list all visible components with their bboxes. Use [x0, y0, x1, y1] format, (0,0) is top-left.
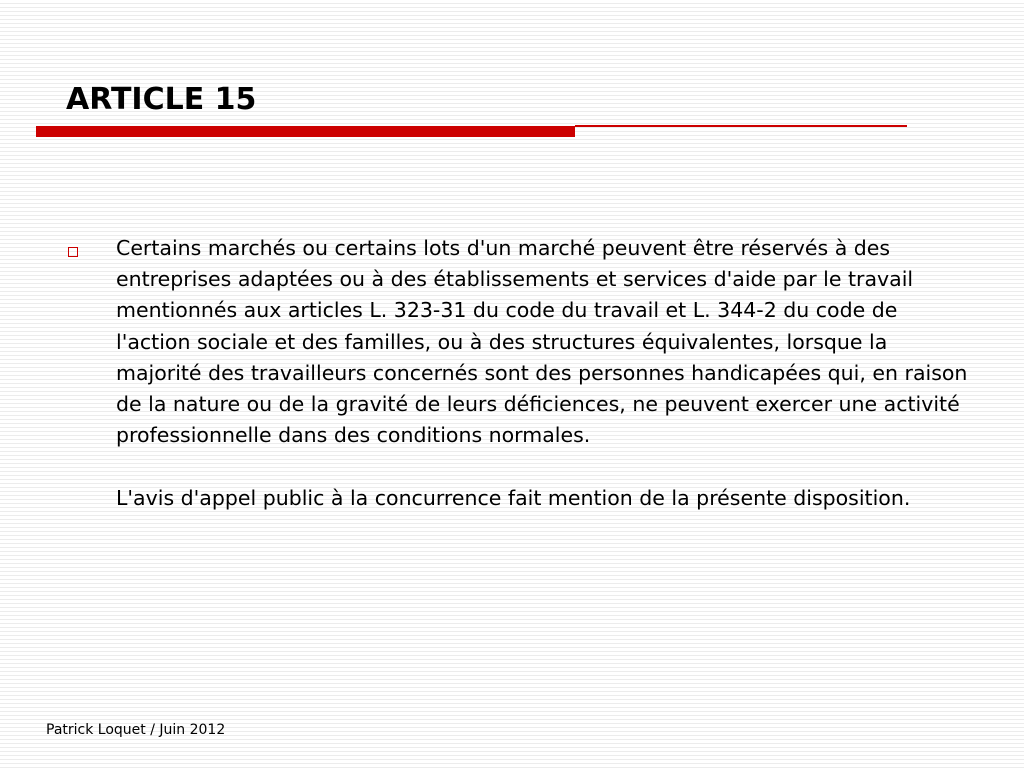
bullet-paragraph-1: Certains marchés ou certains lots d'un marché peuvent être réservés à des entreprises adaptées ou à des établissements et services d'aide par le travail mentionnés aux articles L. 323-31 du code du travail et L. 344-2 du code de l'action sociale et des familles, ou à des structures équivalentes, lorsque la majorité des travailleurs concernés sont des personnes handicapées qui, en raison de la nature ou de la gravité de leurs déficiences, ne peuvent exercer une activité professionnelle dans des conditions normales.	[116, 236, 968, 448]
bullet-paragraph-2: L'avis d'appel public à la concurrence fait mention de la présente disposition.	[116, 485, 911, 510]
title-underline-thin	[575, 125, 907, 127]
slide-footer: Patrick Loquet / Juin 2012	[46, 722, 226, 738]
title-underline-thick	[36, 126, 575, 137]
slide-title: ARTICLE 15	[66, 82, 257, 117]
bullet-item	[68, 233, 968, 514]
slide-content	[68, 233, 968, 514]
hollow-square-bullet-icon	[68, 247, 78, 257]
